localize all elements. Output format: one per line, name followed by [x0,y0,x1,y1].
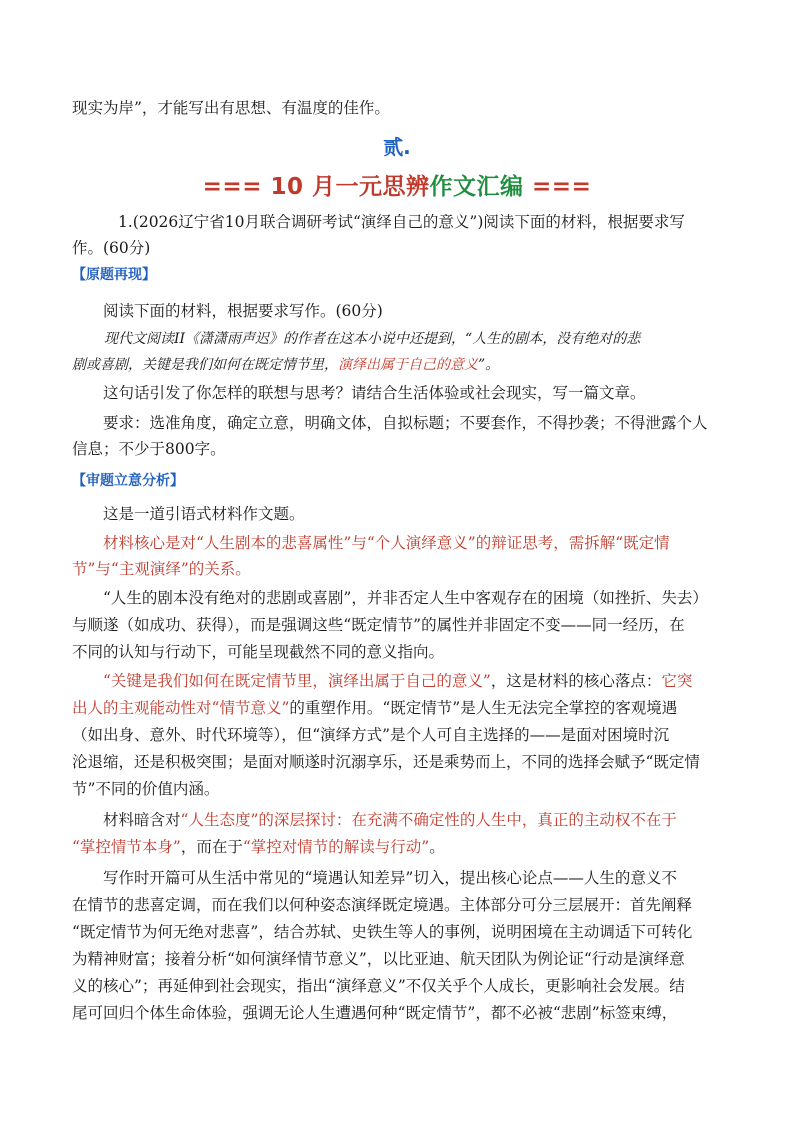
para-5-highlight-4: “掌控对情节的解读与行动” [242,838,430,856]
quote-line-2 [72,354,499,374]
requirements-line-1: 要求：选准角度，确定立意，明确文体，自拟标题；不要套作，不得抄袭；不得泄露个人 [103,414,708,432]
analysis-para-4-line-1 [103,669,692,691]
para-4-highlight-3: 出人的主观能动性对 [72,699,212,717]
title-part-red: 思辨 [382,174,430,200]
para-5-highlight-3: “掌控情节本身” [72,838,181,856]
title-part-2: 作文汇编 [429,174,524,200]
read-instruction: 阅读下面的材料，根据要求写作。(60分) [103,302,383,320]
title-right-marker: === [523,174,592,200]
analysis-para-6-line-3: “既定情节为何无绝对悲喜”，结合苏轼、史铁生等人的事例，说明困境在主动调适下可转化 [72,923,693,941]
analysis-para-4-line-4: 沦退缩，还是积极突围；是面对顺遂时沉溺享乐，还是乘势而上，不同的选择会赋予“既定情 [72,753,700,771]
para-5-highlight-1: “人生态度” [180,811,259,829]
question-line-1: 1.(2026辽宁省10月联合调研考试“演绎自己的意义”)阅读下面的材料，根据要求写 [118,213,685,231]
analysis-para-5-line-2 [72,835,445,857]
tag-analysis: 【审题立意分析】 [72,473,184,489]
para-5-text-1: 材料暗含对 [103,811,181,829]
analysis-para-6-line-6: 尾可回归个体生命体验，强调无论人生遭遇何种“既定情节”，都不必被“悲剧”标签束缚， [72,1004,678,1022]
page-title [0,168,794,201]
para-5-text-3: 。 [429,838,445,856]
analysis-para-3-line-3: 不同的认知与行动下，可能呈现截然不同的意义指向。 [72,643,445,661]
analysis-para-4-line-3: （如出身、意外、时代环境等），但“演绎方式”是个人可自主选择的——是面对困境时沉 [72,726,670,744]
para-4-highlight-4: “情节意义” [211,699,290,717]
analysis-para-6-line-4: 为精神财富；接着分析“如何演绎情节意义”，以比亚迪、航天团队为例论证“行动是演绎意 [72,950,685,968]
analysis-para-1: 这是一道引语式材料作文题。 [103,505,305,523]
quote-line-2-a: 剧或喜剧，关键是我们如何在既定情节里， [72,357,338,373]
analysis-para-3-line-2: 与顺遂（如成功、获得），而是强调这些“既定情节”的属性并非固定不变——同一经历，在 [72,616,685,634]
analysis-para-6-line-5: 义的核心”；再延伸到社会现实，指出“演绎意义”不仅关乎个人成长，更影响社会发展。结 [72,977,685,995]
quote-line-1: 现代文阅读II《潇潇雨声迟》的作者在这本小说中还提到，“人生的剧本，没有绝对的悲 [104,331,641,347]
analysis-para-6-line-1: 写作时开篇可从生活中常见的“境遇认知差异”切入，提出核心论点——人生的意义不 [103,869,677,887]
requirements-line-2: 信息；不少于800字。 [72,440,226,458]
analysis-para-4-line-2 [72,696,677,718]
intro-tail-text: 现实为岸”，才能写出有思想、有温度的佳作。 [72,99,390,117]
analysis-para-2-line-2: 节”与“主观演绎”的关系。 [72,560,251,578]
title-part-1: 10 月一元 [261,174,383,200]
analysis-para-5-line-1 [103,808,677,830]
tag-original-question: 【原题再现】 [72,267,156,283]
para-4-text-1: ，这是材料的核心落点： [490,672,662,690]
analysis-para-6-line-2: 在情节的悲喜定调，而在我们以何种姿态演绎既定境遇。主体部分可分三层展开：首先阐释 [72,896,693,914]
question-line-2: 作。(60分) [72,239,151,257]
prompt-line: 这句话引发了你怎样的联想与思考？请结合生活体验或社会现实，写一篇文章。 [103,384,646,402]
para-4-highlight-1: “关键是我们如何在既定情节里，演绎出属于自己的意义” [103,672,491,690]
para-5-highlight-2: 的深层探讨：在充满不确定性的人生中，真正的主动权不在于 [258,811,677,829]
quote-line-2-c: ”。 [478,357,500,373]
title-left-marker: === [202,174,262,200]
analysis-para-4-line-5: 节”不同的价值内涵。 [72,780,220,798]
para-4-highlight-2: 它突 [661,672,693,690]
section-number: 贰. [383,135,411,159]
analysis-para-2-line-1: 材料核心是对“人生剧本的悲喜属性”与“个人演绎意义”的辩证思考，需拆解“既定情 [103,534,670,552]
analysis-para-3-line-1: “人生的剧本没有绝对的悲剧或喜剧”，并非否定人生中客观存在的困境（如挫折、失去） [103,589,708,607]
para-4-text-2: 的重塑作用。“既定情节”是人生无法完全掌控的客观境遇 [289,699,678,717]
quote-highlight: 演绎出属于自己的意义 [338,357,478,373]
para-5-text-2: ，而在于 [180,838,243,856]
